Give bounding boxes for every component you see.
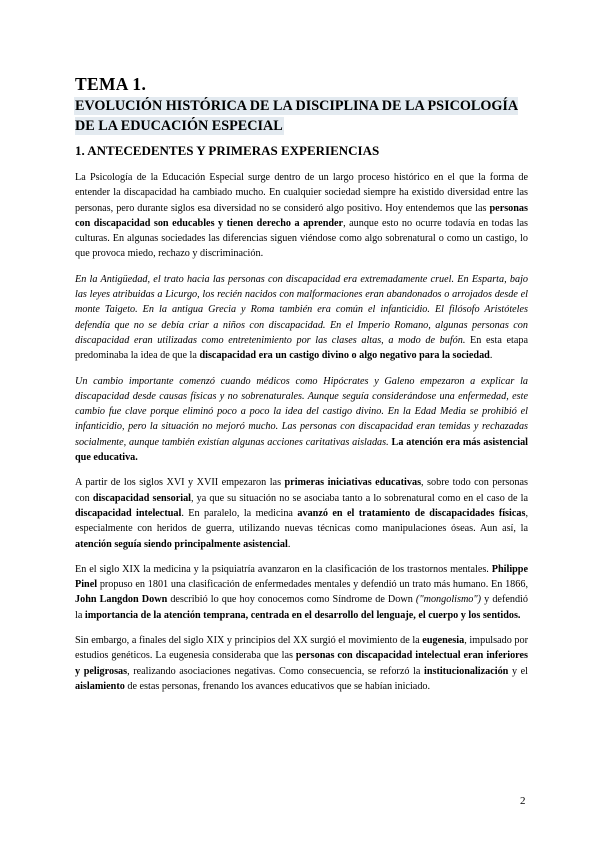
bold-run: La atención era más asistencial que educativa. bbox=[75, 436, 529, 464]
italic-run: En la Antigüedad, el trato hacia las personas con discapacidad era extremadamente cruel. En Esparta, bajo las leyes atribuidas a Licurgo, los recién nacidos con malformaciones eran abandonados o arrojados desde el monte Taigeto. En la antigua Grecia y Roma también era común el infanticidio. El filósofo Aristóteles defendía que no se debía criar a niños con discapacidad. En el Imperio Romano, algunas personas con discapacidad eran utilizadas como entretenimiento por las clases altas, a modo de bufón. bbox=[75, 273, 528, 346]
text-run: , realizando asociaciones negativas. Como consecuencia, se reforzó la bbox=[127, 665, 424, 677]
text-run: Sin embargo, a finales del siglo XIX y principios del XX surgió el movimiento de la bbox=[75, 635, 423, 647]
bold-run: discapacidad intelectual bbox=[75, 507, 182, 519]
text-run: , especialmente con heridos de guerra, utilizando nuevas técnicas como manipulaciones óseas. Aun así, la bbox=[75, 507, 528, 535]
paragraph-19th-century bbox=[75, 562, 528, 623]
text-run: , aunque esto no ocurre todavía en todas las culturas. En algunas sociedades las diferencias siguen viéndose como algo sobrenatural o como un castigo, lo que provoca miedo, rechazo y discriminación. bbox=[75, 217, 528, 260]
text-run: y el bbox=[508, 665, 528, 677]
text-run: La Psicología de la Educación Especial surge dentro de un largo proceso histórico en el que la forma de entender la discapacidad ha cambiado mucho. En cualquier sociedad siempre ha existido diversidad entre las personas, pero durante siglos esa diversidad no se consideró algo positivo. Hoy entendemos que las bbox=[75, 172, 528, 214]
text-run: . bbox=[287, 538, 291, 550]
text-run: de estas personas, frenando los avances educativos que se habían iniciado. bbox=[124, 680, 431, 692]
bold-run: personas con discapacidad son educables y tienen derecho a aprender bbox=[75, 202, 528, 229]
text-run: En esta etapa predominaba la idea de que la bbox=[75, 334, 528, 362]
bold-run: John Langdon Down bbox=[75, 594, 168, 606]
paragraph-16th-17th-century bbox=[75, 475, 528, 551]
text-run: . En paralelo, la medicina bbox=[181, 507, 298, 519]
bold-run: Philippe Pinel bbox=[75, 563, 528, 591]
bold-run: primeras iniciativas educativas bbox=[284, 477, 422, 489]
chapter-number: TEMA 1. bbox=[75, 74, 147, 94]
italic-run: Un cambio importante comenzó cuando médicos como Hipócrates y Galeno empezaron a explicar la discapacidad desde causas físicas y no sobrenaturales. Aunque seguía considerándose una enfermedad, este cambio fue clave porque eliminó poco a poco la idea del castigo divino. En la Edad Media se prohibió el infanticidio, pero la situación no mejoró mucho. Las personas con discapacidad eran temidas y rechazadas socialmente, aunque también existían algunas acciones caritativas aisladas. bbox=[75, 375, 528, 448]
document-body bbox=[75, 170, 528, 704]
chapter-title bbox=[75, 96, 540, 136]
text-run: . bbox=[489, 350, 493, 362]
page-number: 2 bbox=[520, 795, 526, 807]
text-run: En el siglo XIX la medicina y la psiquiatría avanzaron en la clasificación de los trastornos mentales. bbox=[75, 563, 492, 575]
italic-run: ("mongolismo") bbox=[415, 594, 482, 606]
text-run: , ya que su situación no se asociaba tanto a lo sobrenatural como en el caso de la bbox=[191, 492, 528, 504]
paragraph-intro bbox=[75, 170, 528, 262]
bold-run: importancia de la atención temprana, centrada en el desarrollo del lenguaje, el cuerpo y los sentidos. bbox=[84, 609, 521, 621]
text-run: , sobre todo con personas con bbox=[75, 477, 528, 504]
bold-run: avanzó en el tratamiento de discapacidades físicas bbox=[297, 507, 526, 519]
paragraph-eugenics bbox=[75, 633, 528, 694]
text-run: y defendió la bbox=[75, 594, 528, 621]
text-run: A partir de los siglos XVI y XVII empezaron las bbox=[75, 477, 285, 489]
text-run: , impulsado por estudios genéticos. La eugenesia consideraba que las bbox=[75, 635, 528, 662]
bold-run: personas con discapacidad intelectual eran inferiores y peligrosas bbox=[75, 650, 528, 677]
paragraph-antiquity bbox=[75, 272, 528, 364]
bold-run: discapacidad sensorial bbox=[92, 492, 192, 504]
bold-run: atención seguía siendo principalmente asistencial bbox=[75, 538, 288, 550]
section-heading: 1. ANTECEDENTES Y PRIMERAS EXPERIENCIAS bbox=[75, 143, 380, 158]
bold-run: discapacidad era un castigo divino o algo negativo para la sociedad bbox=[199, 350, 490, 362]
paragraph-middle-ages bbox=[75, 374, 528, 466]
text-run: describió lo que hoy conocemos como Síndrome de Down bbox=[167, 594, 416, 606]
chapter-title-text: EVOLUCIÓN HISTÓRICA DE LA DISCIPLINA DE LA PSICOLOGÍA DE LA EDUCACIÓN ESPECIAL bbox=[75, 98, 519, 134]
bold-run: institucionalización bbox=[424, 665, 509, 677]
text-run: propuso en 1801 una clasificación de enfermedades mentales y defendió un trato más humano. En 1866, bbox=[97, 579, 528, 591]
bold-run: eugenesia bbox=[422, 635, 465, 647]
bold-run: aislamiento bbox=[75, 680, 125, 692]
